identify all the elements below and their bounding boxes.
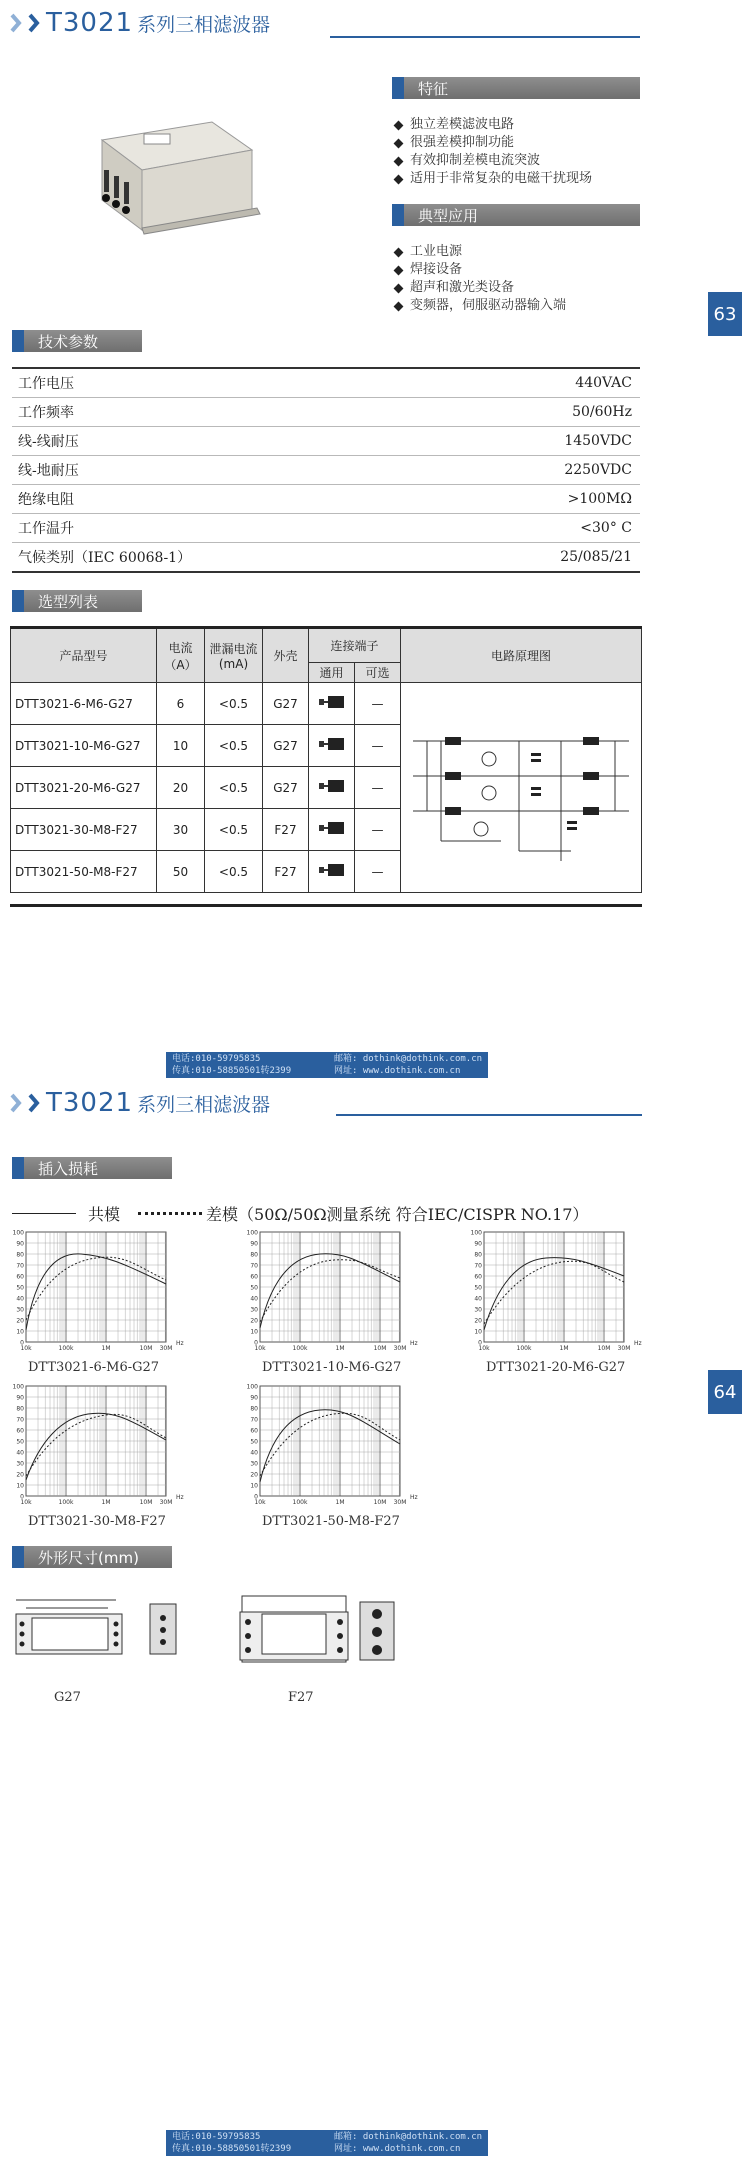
features-list	[392, 116, 592, 188]
legend-common: 共模	[88, 1205, 121, 1224]
table-row: DTT3021-20-M6-G27 20 <0.5 G27 —	[11, 767, 642, 809]
col-model: 产品型号	[11, 629, 157, 683]
y-tick-label: 80	[474, 1251, 482, 1259]
table-row: 线-线耐压 1450VDC	[12, 427, 640, 456]
y-tick-label: 70	[16, 1262, 24, 1270]
schematic	[401, 683, 642, 893]
y-tick-label: 0	[20, 1493, 24, 1501]
y-tick-label: 100	[246, 1383, 258, 1391]
x-unit-label: Hz	[176, 1340, 184, 1347]
table-row: 绝缘电阻 >100MΩ	[12, 485, 640, 514]
selection-header: 选型列表	[12, 590, 142, 612]
terminal-icon	[318, 824, 346, 838]
y-tick-label: 60	[250, 1273, 258, 1281]
list-item: 很强差模抑制功能	[392, 134, 592, 152]
email: 邮箱: dothink@dothink.com.cn	[334, 1054, 483, 1064]
insertion-loss-graph	[246, 1228, 430, 1375]
title-subtitle: 系列三相滤波器	[137, 13, 271, 36]
fax: 传真:010-58850501转2399	[172, 2144, 292, 2154]
y-tick-label: 20	[16, 1317, 24, 1325]
graph-model-label: DTT3021-30-M8-F27	[28, 1514, 166, 1529]
page2-title	[10, 1086, 270, 1120]
terminal-icon	[318, 866, 346, 880]
y-tick-label: 80	[16, 1251, 24, 1259]
y-tick-label: 0	[478, 1339, 482, 1347]
col-current: 电流（A）	[157, 629, 205, 683]
x-tick-label: 1M	[101, 1345, 111, 1352]
y-tick-label: 50	[16, 1438, 24, 1446]
y-tick-label: 40	[250, 1295, 258, 1303]
y-tick-label: 60	[250, 1427, 258, 1435]
col-leakage: 泄漏电流(mA)	[205, 629, 263, 683]
fax: 传真:010-58850501转2399	[172, 1066, 292, 1076]
x-tick-label: 100k	[516, 1345, 532, 1352]
table-row: 工作频率 50/60Hz	[12, 398, 640, 427]
y-tick-label: 70	[250, 1262, 258, 1270]
y-tick-label: 40	[16, 1449, 24, 1457]
x-tick-label: 10k	[478, 1345, 490, 1352]
table-row: DTT3021-30-M8-F27 30 <0.5 F27 —	[11, 809, 642, 851]
applications-list	[392, 243, 566, 315]
y-tick-label: 10	[16, 1482, 24, 1490]
y-tick-label: 30	[16, 1306, 24, 1314]
x-tick-label: 100k	[58, 1499, 74, 1506]
x-tick-label: 1M	[335, 1499, 345, 1506]
x-tick-label: 1M	[559, 1345, 569, 1352]
chevron-icon	[28, 1092, 44, 1114]
y-tick-label: 30	[474, 1306, 482, 1314]
f27-drawing	[238, 1592, 398, 1672]
y-tick-label: 90	[474, 1240, 482, 1248]
y-tick-label: 100	[470, 1229, 482, 1237]
table-row: 工作电压 440VAC	[12, 367, 640, 398]
insertion-loss-graph	[12, 1382, 196, 1529]
g27-drawing	[12, 1592, 182, 1662]
x-tick-label: 10k	[254, 1499, 266, 1506]
x-tick-label: 30M	[159, 1499, 173, 1506]
x-unit-label: Hz	[410, 1494, 418, 1501]
title-series: T3021	[46, 1088, 134, 1118]
graph-model-label: DTT3021-20-M6-G27	[486, 1360, 626, 1375]
chevron-icon	[10, 1092, 26, 1114]
y-tick-label: 30	[250, 1460, 258, 1468]
graph-model-label: DTT3021-6-M6-G27	[28, 1360, 160, 1375]
y-tick-label: 100	[12, 1383, 24, 1391]
insertion-loss-graph	[470, 1228, 654, 1375]
y-tick-label: 0	[20, 1339, 24, 1347]
col-optional: 可选	[355, 663, 401, 683]
dimensions-header: 外形尺寸(mm)	[12, 1546, 172, 1568]
title-rule	[330, 36, 640, 38]
phone: 电话:010-59795835	[172, 1054, 261, 1064]
y-tick-label: 20	[250, 1317, 258, 1325]
col-terminals: 连接端子	[309, 629, 401, 663]
chevron-icon	[28, 12, 44, 34]
table-bottom-rule	[10, 904, 642, 907]
y-tick-label: 40	[16, 1295, 24, 1303]
contact-bar	[166, 2130, 488, 2156]
x-unit-label: Hz	[634, 1340, 642, 1347]
phone: 电话:010-59795835	[172, 2132, 261, 2142]
table-row: DTT3021-50-M8-F27 50 <0.5 F27 —	[11, 851, 642, 893]
title-rule	[336, 1114, 642, 1116]
y-tick-label: 50	[250, 1438, 258, 1446]
y-tick-label: 80	[250, 1405, 258, 1413]
y-tick-label: 70	[16, 1416, 24, 1424]
x-tick-label: 100k	[292, 1499, 308, 1506]
g27-label: G27	[54, 1690, 81, 1705]
list-item: 焊接设备	[392, 261, 566, 279]
y-tick-label: 70	[474, 1262, 482, 1270]
website: 网址: www.dothink.com.cn	[334, 1066, 461, 1076]
x-tick-label: 100k	[292, 1345, 308, 1352]
website: 网址: www.dothink.com.cn	[334, 2144, 461, 2154]
x-tick-label: 10M	[373, 1345, 387, 1352]
y-tick-label: 20	[474, 1317, 482, 1325]
terminal-icon	[318, 698, 346, 712]
y-tick-label: 70	[250, 1416, 258, 1424]
col-general: 通用	[309, 663, 355, 683]
contact-bar	[166, 1052, 488, 1078]
terminal-icon	[318, 782, 346, 796]
list-item: 独立差模滤波电路	[392, 116, 592, 134]
y-tick-label: 90	[250, 1394, 258, 1402]
page1-title	[10, 6, 270, 40]
product-photo	[82, 110, 262, 250]
y-tick-label: 10	[474, 1328, 482, 1336]
x-tick-label: 10M	[597, 1345, 611, 1352]
table-row: 线-地耐压 2250VDC	[12, 456, 640, 485]
x-tick-label: 1M	[101, 1499, 111, 1506]
y-tick-label: 30	[16, 1460, 24, 1468]
y-tick-label: 0	[254, 1493, 258, 1501]
list-item: 有效抑制差模电流突波	[392, 152, 592, 170]
y-tick-label: 60	[16, 1273, 24, 1281]
spec-table	[12, 367, 640, 573]
y-tick-label: 80	[16, 1405, 24, 1413]
x-tick-label: 10k	[20, 1345, 32, 1352]
x-tick-label: 30M	[159, 1345, 173, 1352]
list-item: 超声和激光类设备	[392, 279, 566, 297]
legend-dotted-line	[138, 1212, 202, 1215]
list-item: 适用于非常复杂的电磁干扰现场	[392, 170, 592, 188]
y-tick-label: 90	[250, 1240, 258, 1248]
y-tick-label: 90	[16, 1240, 24, 1248]
x-tick-label: 10k	[20, 1499, 32, 1506]
y-tick-label: 20	[16, 1471, 24, 1479]
y-tick-label: 10	[16, 1328, 24, 1336]
terminal-icon	[318, 740, 346, 754]
y-tick-label: 60	[474, 1273, 482, 1281]
y-tick-label: 50	[474, 1284, 482, 1292]
col-schematic: 电路原理图	[401, 629, 642, 683]
y-tick-label: 30	[250, 1306, 258, 1314]
table-row: 气候类别（IEC 60068-1） 25/085/21	[12, 543, 640, 573]
y-tick-label: 60	[16, 1427, 24, 1435]
x-tick-label: 30M	[393, 1499, 407, 1506]
y-tick-label: 50	[16, 1284, 24, 1292]
x-tick-label: 10M	[139, 1499, 153, 1506]
applications-header: 典型应用	[392, 204, 640, 226]
f27-label: F27	[288, 1690, 314, 1705]
title-subtitle: 系列三相滤波器	[137, 1093, 271, 1116]
legend	[12, 1202, 588, 1225]
chevron-icon	[10, 12, 26, 34]
y-tick-label: 0	[254, 1339, 258, 1347]
y-tick-label: 80	[250, 1251, 258, 1259]
y-tick-label: 90	[16, 1394, 24, 1402]
x-unit-label: Hz	[176, 1494, 184, 1501]
x-tick-label: 30M	[617, 1345, 631, 1352]
features-header: 特征	[392, 77, 640, 99]
y-tick-label: 40	[250, 1449, 258, 1457]
y-tick-label: 10	[250, 1482, 258, 1490]
y-tick-label: 10	[250, 1328, 258, 1336]
x-tick-label: 10M	[373, 1499, 387, 1506]
x-unit-label: Hz	[410, 1340, 418, 1347]
title-series: T3021	[46, 8, 134, 38]
selection-table	[10, 628, 642, 893]
y-tick-label: 20	[250, 1471, 258, 1479]
spec-header: 技术参数	[12, 330, 142, 352]
x-tick-label: 30M	[393, 1345, 407, 1352]
insertion-loss-graph	[246, 1382, 430, 1529]
x-tick-label: 1M	[335, 1345, 345, 1352]
page-number-tab: 64	[708, 1370, 742, 1414]
col-case: 外壳	[263, 629, 309, 683]
graph-model-label: DTT3021-50-M8-F27	[262, 1514, 400, 1529]
y-tick-label: 100	[246, 1229, 258, 1237]
table-row: 工作温升 <30° C	[12, 514, 640, 543]
x-tick-label: 10M	[139, 1345, 153, 1352]
list-item: 变频器，伺服驱动器输入端	[392, 297, 566, 315]
y-tick-label: 40	[474, 1295, 482, 1303]
x-tick-label: 100k	[58, 1345, 74, 1352]
list-item: 工业电源	[392, 243, 566, 261]
insertion-loss-graph	[12, 1228, 196, 1375]
legend-diff: 差模（50Ω/50Ω测量系统 符合IEC/CISPR NO.17）	[206, 1205, 589, 1224]
graph-model-label: DTT3021-10-M6-G27	[262, 1360, 402, 1375]
table-top-rule	[10, 626, 642, 629]
email: 邮箱: dothink@dothink.com.cn	[334, 2132, 483, 2142]
x-tick-label: 10k	[254, 1345, 266, 1352]
y-tick-label: 100	[12, 1229, 24, 1237]
table-row: DTT3021-6-M6-G27 6 <0.5 G27 —	[11, 683, 642, 725]
insertion-header: 插入损耗	[12, 1157, 172, 1179]
y-tick-label: 50	[250, 1284, 258, 1292]
page-number-tab: 63	[708, 292, 742, 336]
legend-solid-line	[12, 1213, 76, 1214]
table-row: DTT3021-10-M6-G27 10 <0.5 G27 —	[11, 725, 642, 767]
